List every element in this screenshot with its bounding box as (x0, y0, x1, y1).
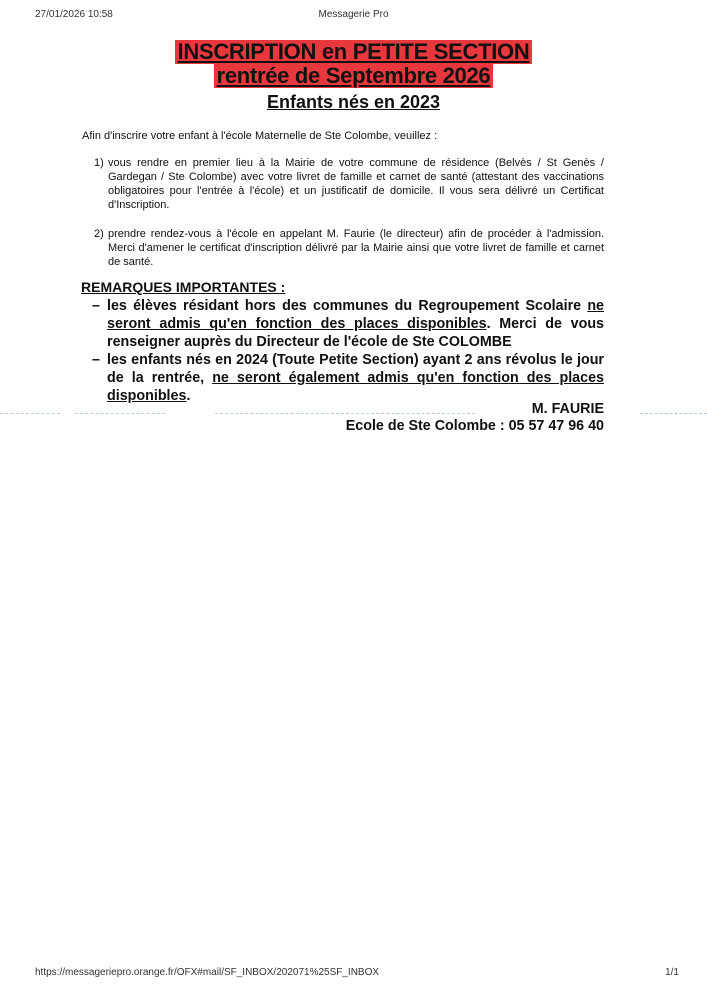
remark-underlined-text: ne seront également admis qu'en fonction des places disponibles (107, 370, 604, 404)
step-2 (94, 227, 604, 269)
print-datetime: 27/01/2026 10:58 (35, 9, 113, 20)
intro-text: Afin d'inscrire votre enfant à l'école Maternelle de Ste Colombe, veuillez : (82, 130, 438, 142)
remarks-title: REMARQUES IMPORTANTES : (81, 279, 286, 295)
title-line-2: rentrée de Septembre 2026 (214, 64, 494, 88)
document-subtitle: Enfants nés en 2023 (266, 92, 441, 112)
step-text: prendre rendez-vous à l'école en appelant M. Faurie (le directeur) afin de procéder à l'admission. Merci d'amener le certificat d'inscription délivré par la Mairie ainsi que votre livret de famille et carnet de santé. (108, 228, 604, 268)
remark-text: . (186, 388, 191, 404)
signature-school-phone: Ecole de Ste Colombe : 05 57 47 96 40 (345, 418, 604, 434)
remark-item (92, 351, 604, 405)
print-url: https://messageriepro.orange.fr/OFX#mail/SF_INBOX/202071%25SF_INBOX (35, 967, 380, 978)
step-1 (94, 156, 604, 212)
document-title (0, 40, 707, 88)
remark-underlined-text: ne seront admis qu'en fonction des places disponibles (107, 298, 604, 332)
dash-bullet: – (92, 352, 100, 368)
remark-text: . Merci de vous renseigner auprès du Directeur de l'école de Ste COLOMBE (107, 316, 604, 350)
scan-artifact-line (75, 413, 165, 414)
scan-artifact-line (215, 413, 475, 414)
page-number: 1/1 (665, 967, 679, 978)
title-line-1: INSCRIPTION en PETITE SECTION (175, 40, 533, 64)
signature-name: M. FAURIE (531, 401, 604, 417)
remarks-list (92, 297, 604, 405)
remark-text: les élèves résidant hors des communes du Regroupement Scolaire (107, 298, 588, 314)
remark-text: les enfants nés en 2024 (Toute Petite Section) ayant 2 ans révolus le jour de la rentrée, (107, 352, 604, 386)
step-text: vous rendre en premier lieu à la Mairie de votre commune de résidence (Belvès / St Genès / Gardegan / Ste Colombe) avec votre livret de famille et carnet de santé (attestant des vaccinations obligatoires pour l'entrée à l'école) et un justificatif de domicile. Il vous sera délivré un Certificat d'Inscription. (108, 157, 604, 211)
scan-artifact-line (0, 413, 60, 414)
scan-artifact-line (640, 413, 707, 414)
print-app-title: Messagerie Pro (318, 9, 389, 20)
step-number: 2) (94, 228, 104, 240)
remark-item (92, 297, 604, 351)
step-number: 1) (94, 157, 104, 169)
dash-bullet: – (92, 298, 100, 314)
